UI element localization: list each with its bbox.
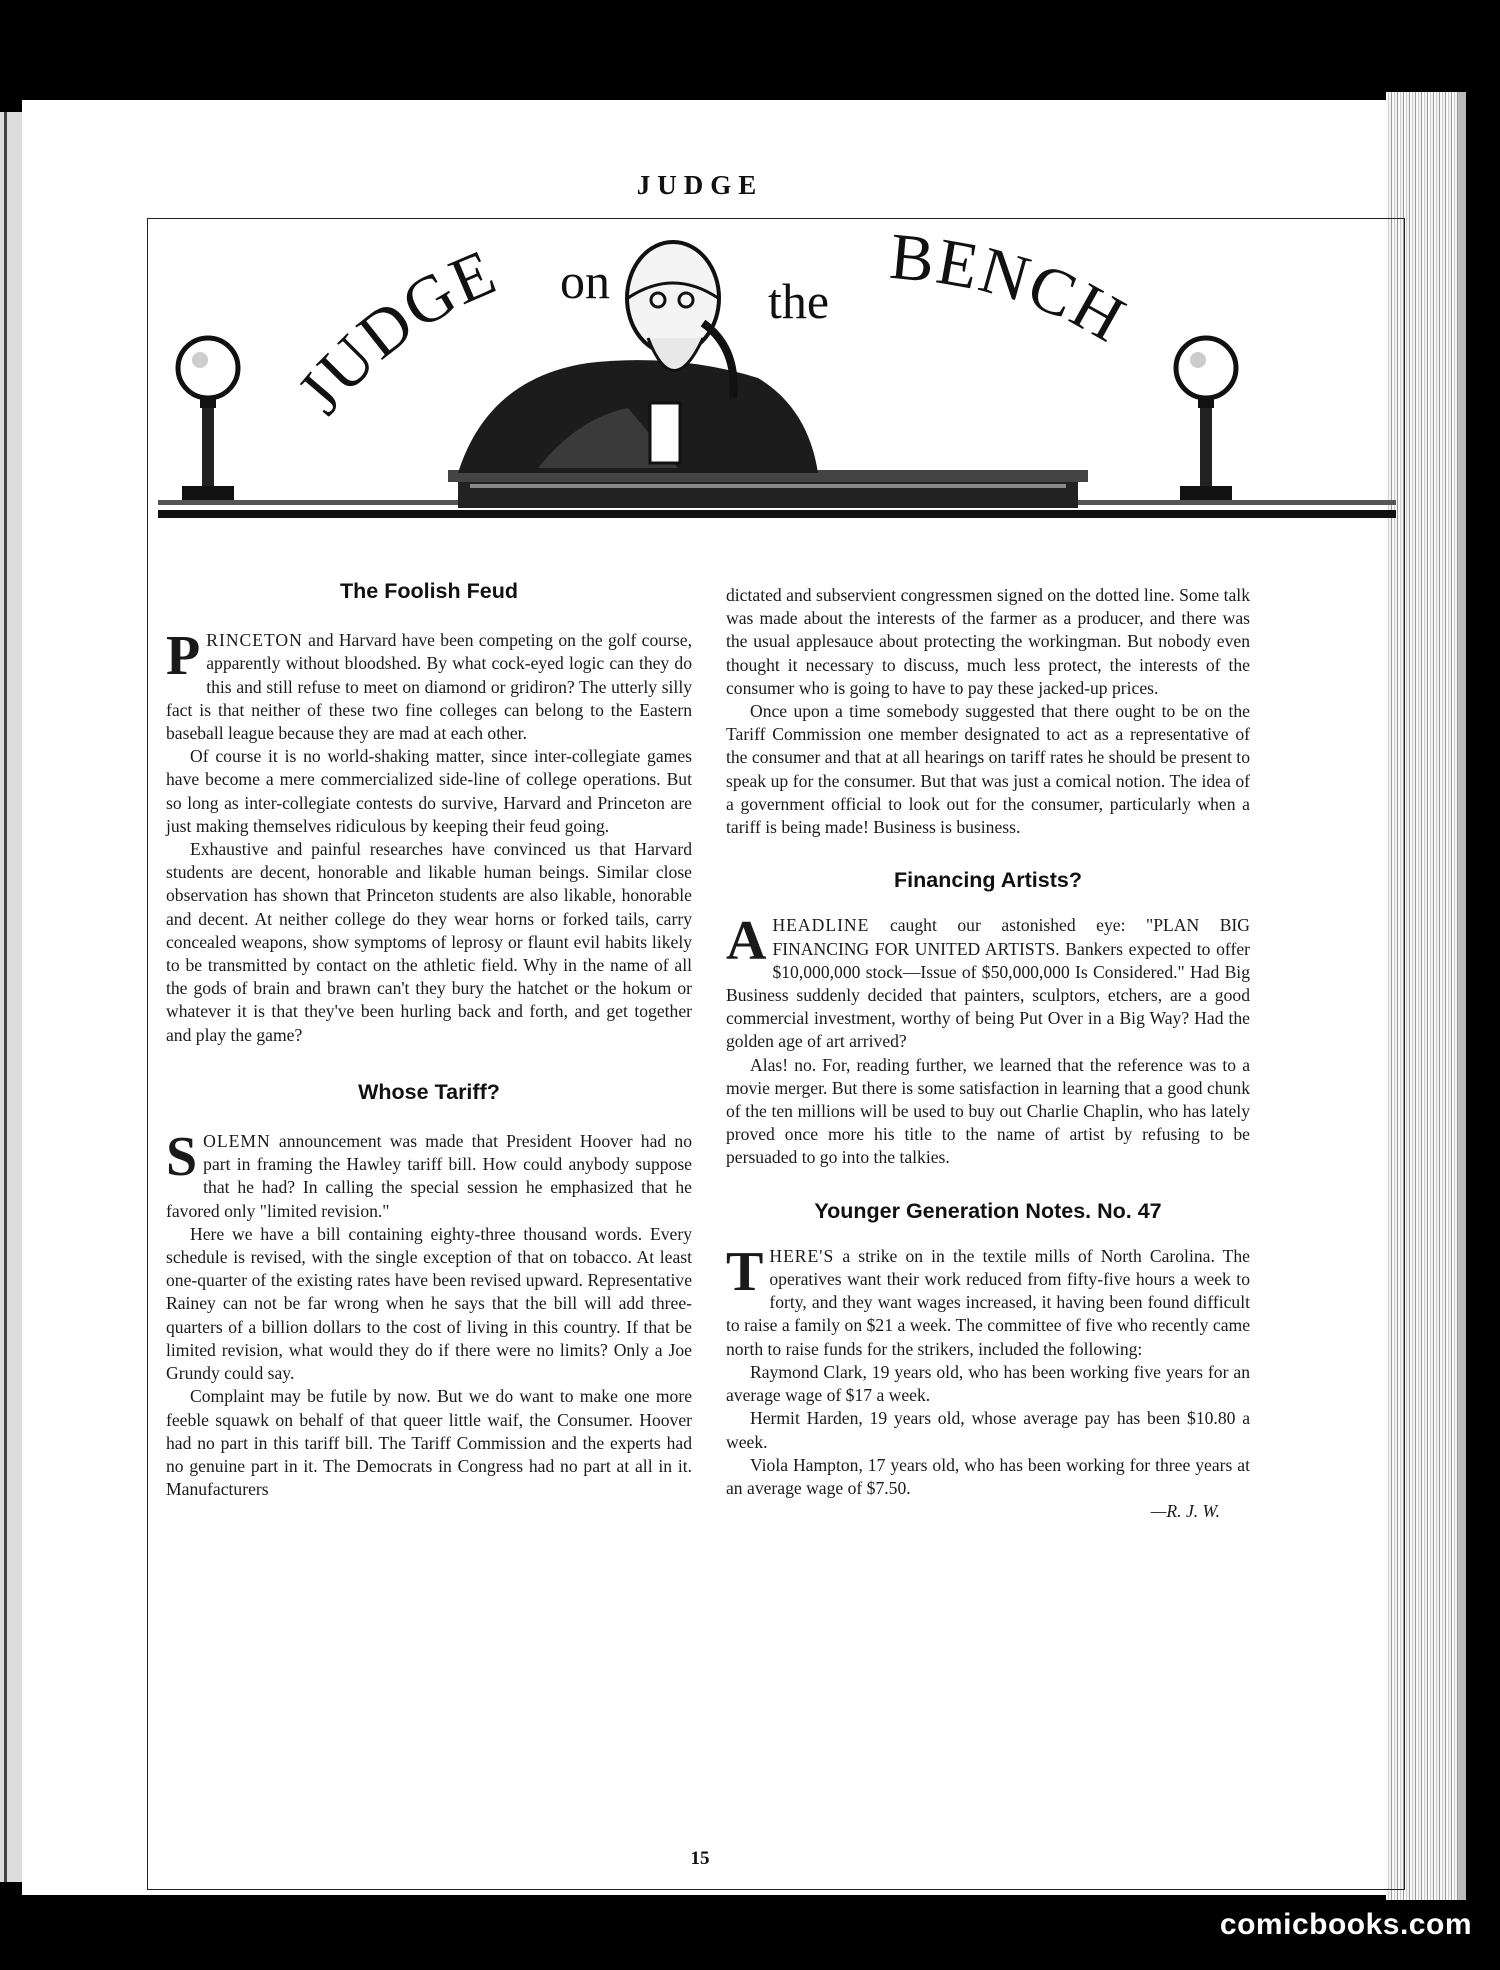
banner-title-bench: BENCH <box>886 228 1139 358</box>
heading-whose-tariff: Whose Tariff? <box>358 1079 500 1104</box>
banner-title-on: on <box>560 253 610 309</box>
paragraph-text: and Harvard have been competing on the golf course, apparently without bloodshed. By what cock-eyed logic can they do this and still refuse to meet on diamond or gridiron? The utterly silly fact is that neither of these two fine colleges can belong to the Eastern baseball league because they are mad at each other. <box>166 630 692 744</box>
paragraph: Hermit Harden, 19 years old, whose average pay has been $10.80 a week. <box>726 1408 1250 1452</box>
paragraph: Complaint may be futile by now. But we do want to make one more feeble squawk on behalf of that queer little waif, the Consumer. Hoover had no part in this tariff bill. The Tariff Commission and the experts had no genuine part in it. The Democrats in Congress had no part at all in it. Manufacturers <box>166 1386 692 1500</box>
judge-figure-icon <box>458 242 818 473</box>
paragraph: Raymond Clark, 19 years old, who has been working five years for an average wage of $17 a week. <box>726 1361 1250 1406</box>
dropcap: P <box>166 625 201 688</box>
svg-text:BENCH <box>887 228 1138 357</box>
signature: —R. J. W. <box>1150 1501 1220 1522</box>
dropcap: T <box>726 1240 764 1303</box>
paragraph: Exhaustive and painful researches have convinced us that Harvard students are decent, honorable and likable human beings. Similar close observation has shown that Princeton students are also likable, honorable and decent. At neither college do they wear horns or forked tails, carry concealed weapons, show symptoms of leprosy or flaunt evil habits likely to be transmitted by contact on the athletic field. Why in the name of all the gods of brain and brawn can't they bury the hatchet or the hokum or whatever it is that they've been hurling back and forth, and get together and play the game? <box>166 839 692 1045</box>
paragraph: Once upon a time somebody suggested that there ought to be on the Tariff Commission one member designated to act as a representative of the consumer and that at all hearings on tariff rates he should be present to speak up for the consumer. But that was just a comical notion. The idea of a government official to look out for the consumer, particularly when a tariff is being made! Business is business. <box>726 701 1250 838</box>
paragraph: Of course it is no world-shaking matter, since inter-collegiate games have become a mere commercialized side-line of college operations. But so long as inter-collegiate contests do survive, Harvard and Princeton are just making themselves ridiculous by keeping their feud going. <box>166 746 692 836</box>
paragraph <box>166 1126 692 1223</box>
paragraph-text: announcement was made that President Hoover had no part in framing the Hawley tariff bill. How could anybody suppose that he had? In calling the special session he emphasized that he favored only "limited revision." <box>166 1131 692 1221</box>
heading-younger-generation: Younger Generation Notes. No. 47 <box>814 1198 1162 1223</box>
lead-word: RINCETON <box>206 630 303 651</box>
dropcap: A <box>726 910 767 973</box>
bench-desk <box>458 478 1078 508</box>
paragraph-text: caught our astonished eye: "PLAN BIG FINANCING FOR UNITED ARTISTS. Bankers expected to offer $10,000,000 stock—Issue of $50,000,000 Is Considered." Had Big Business suddenly decided that painters, sculptors, etchers, are a good commercial investment, worthy of being Put Over in a Big Way? Had the golden age of art arrived? <box>726 915 1250 1052</box>
running-head: JUDGE <box>636 170 764 200</box>
banner-title-judge: JUDGE <box>283 235 508 428</box>
lead-word: HERE'S <box>769 1245 835 1266</box>
watermark: comicbooks.com <box>1219 1908 1472 1941</box>
heading-foolish-feud: The Foolish Feud <box>340 579 518 603</box>
paragraph <box>726 910 1250 1053</box>
lead-word: OLEMN <box>203 1131 271 1152</box>
paragraph <box>726 1240 1250 1361</box>
left-lamp-icon <box>178 338 238 500</box>
right-column <box>726 584 1250 1523</box>
lead-word: HEADLINE <box>772 915 870 936</box>
svg-text:JUDGE <box>284 235 508 427</box>
paragraph-text: a strike on in the textile mills of North Carolina. The operatives want their work reduced from fifty-five hours a week to forty, and they want wages increased, it having been found difficult to raise a family on $21 a week. The committee of five who recently came north to raise funds for the strikers, included the following: <box>726 1245 1250 1359</box>
paragraph: Here we have a bill containing eighty-three thousand words. Every schedule is revised, with the single exception of that on tobacco. At least one-quarter of the existing rates have been revised upward. Representative Rainey can not be far wrong when he says that the bill will add three-quarters of a billion dollars to the cost of living in this country. If that be limited revision, what would they do if there were no limits? Only a Joe Grundy could say. <box>166 1223 692 1384</box>
right-lamp-icon <box>1176 338 1236 500</box>
bench-floor <box>158 510 1396 518</box>
left-column <box>166 580 692 1501</box>
paragraph: dictated and subservient congressmen signed on the dotted line. Some talk was made about the interests of the farmer as a producer, and there was the usual applesauce about protecting the workingman. But nobody even thought it necessary to discuss, much less protect, the interests of the consumer who is going to have to pay these jacked-up prices. <box>726 585 1250 698</box>
page-number: 15 <box>690 1848 710 1869</box>
paragraph: Viola Hampton, 17 years old, who has been working for three years at an average wage of $7.50. <box>726 1454 1250 1498</box>
banner-title-the: the <box>768 273 830 329</box>
judge-on-the-bench-illustration <box>158 228 1396 538</box>
paragraph: Alas! no. For, reading further, we learned that the reference was to a movie merger. But there is some satisfaction in learning that a good chunk of the ten millions will be used to buy out Charlie Chaplin, who has lately proved once more his title to the name of artist by refusing to be persuaded to go into the talkies. <box>726 1054 1250 1168</box>
paragraph <box>166 625 692 745</box>
heading-financing-artists: Financing Artists? <box>894 868 1082 893</box>
dropcap: S <box>166 1126 198 1189</box>
